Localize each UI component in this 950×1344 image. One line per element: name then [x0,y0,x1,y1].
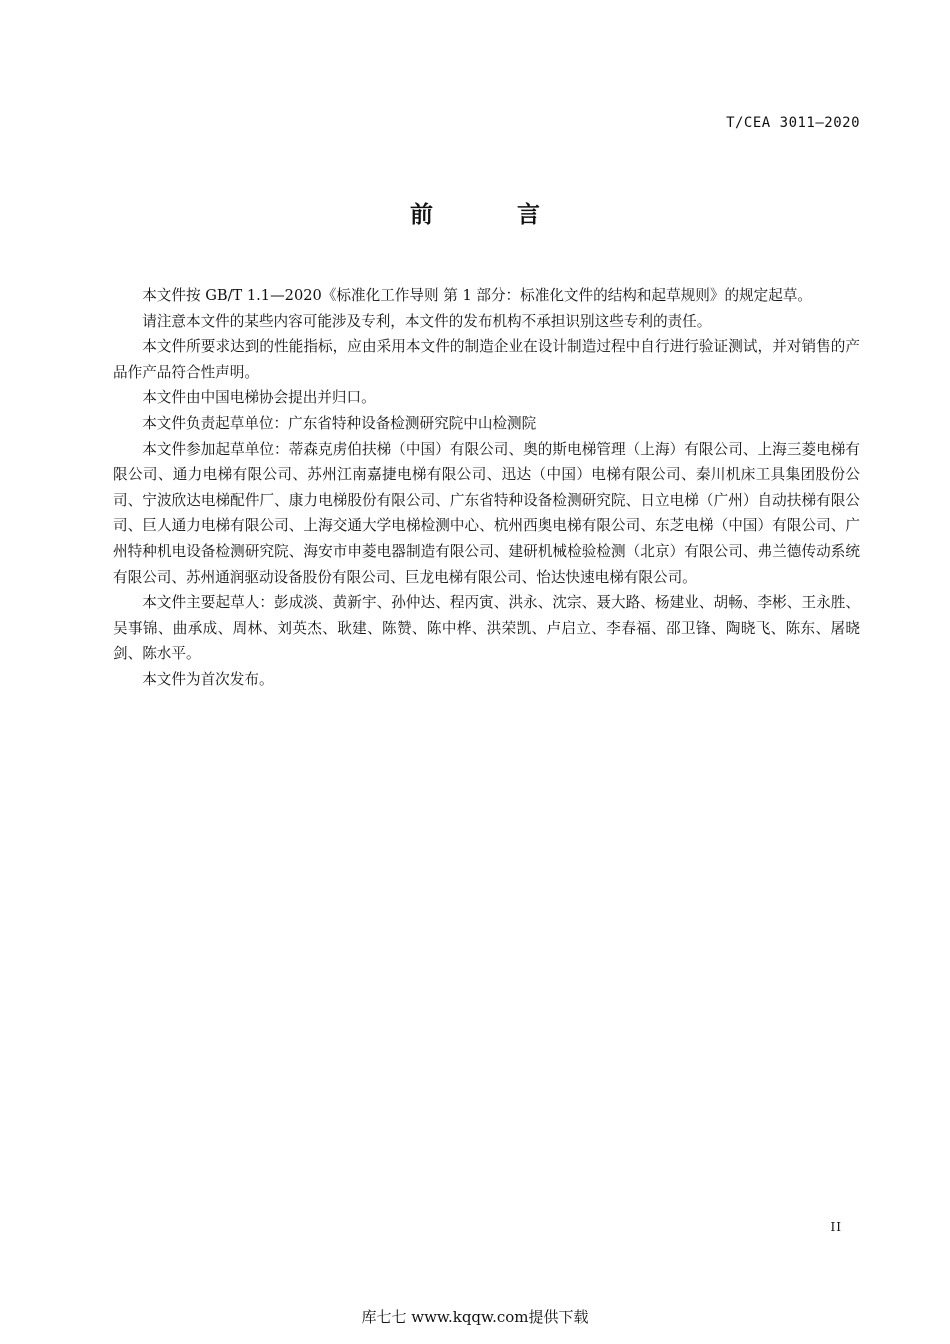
paragraph-proposer: 本文件由中国电梯协会提出并归口。 [142,389,376,407]
paragraph-performance: 本文件所要求达到的性能指标，应由采用本文件的制造企业在设计制造过程中自行进行验证测试，并对销售的产品作产品符合性声明。 [113,338,860,381]
paragraph-patent-notice: 请注意本文件的某些内容可能涉及专利，本文件的发布机构不承担识别这些专利的责任。 [142,312,712,330]
page-title: 前 言 [409,202,578,228]
download-footer: 库七七 www.kqqw.com提供下载 [361,1308,589,1326]
paragraph-participating-units: 本文件参加起草单位：蒂森克虏伯扶梯（中国）有限公司、奥的斯电梯管理（上海）有限公司、上海三菱电梯有限公司、通力电梯有限公司、苏州江南嘉捷电梯有限公司、迅达（中国）电梯有限公司、秦川机床工具集团股份公司、宁波欣达电梯配件厂、康力电梯股份有限公司、广东省特种设备检测研究院、日立电梯（广州）自动扶梯有限公司、巨人通力电梯有限公司、上海交通大学电梯检测中心、杭州西奥电梯有限公司、东芝电梯（中国）有限公司、广州特种机电设备检测研究院、海安市申菱电器制造有限公司、建研机械检验检测（北京）有限公司、弗兰德传动系统有限公司、苏州通润驱动设备股份有限公司、巨龙电梯有限公司、怡达快速电梯有限公司。 [113,440,860,586]
paragraph-first-release: 本文件为首次发布。 [142,670,274,688]
paragraph-main-drafters: 本文件主要起草人：彭成淡、黄新宇、孙仲达、程丙寅、洪永、沈宗、聂大路、杨建业、胡畅、李彬、王永胜、吴事锦、曲承成、周林、刘英杰、耿建、陈赞、陈中桦、洪荣凯、卢启立、李春福、邵卫锋、陶晓飞、陈东、屠晓剑、陈水平。 [113,594,860,663]
body-text [113,283,860,693]
page-number: II [830,1220,842,1234]
document-code: T/CEA 3011—2020 [726,115,860,131]
paragraph-drafting-rules: 本文件按 GB/T 1.1—2020《标准化工作导则 第 1 部分：标准化文件的结构和起草规则》的规定起草。 [142,287,813,304]
paragraph-responsible-unit: 本文件负责起草单位：广东省特种设备检测研究院中山检测院 [142,414,537,432]
